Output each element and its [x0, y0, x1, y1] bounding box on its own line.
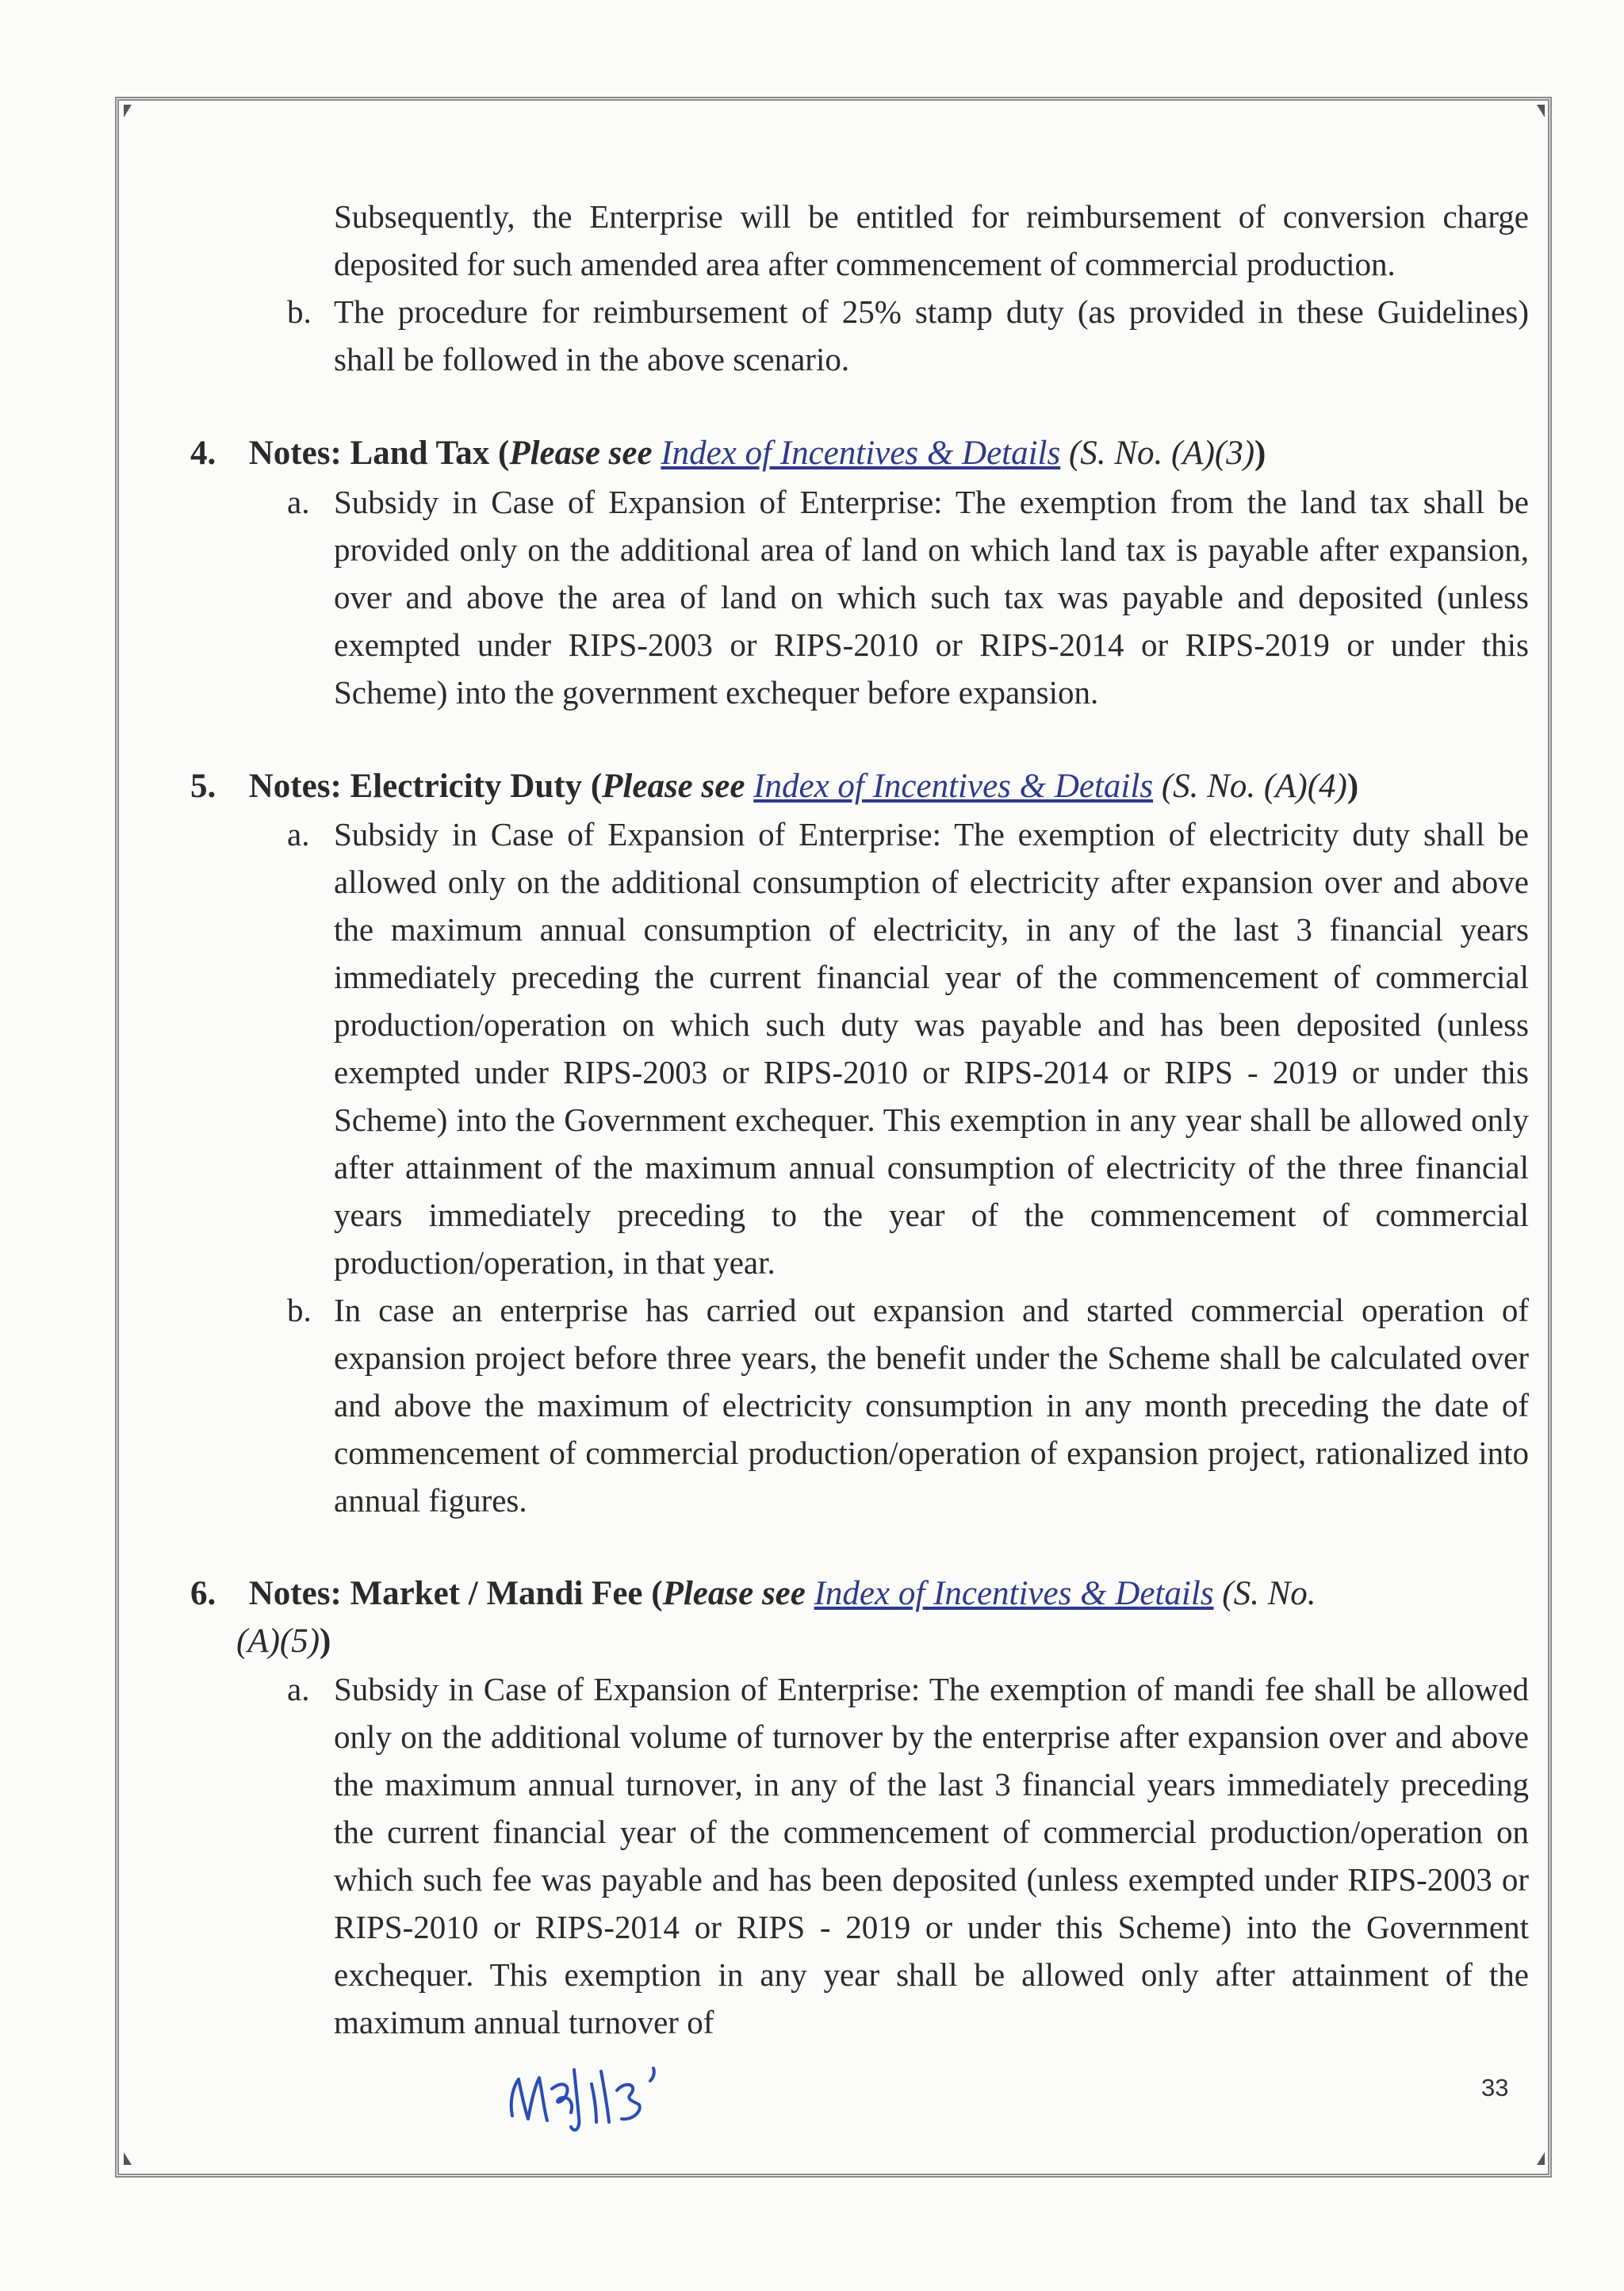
section-number: 4.	[190, 435, 216, 472]
continuation-paragraph: Subsequently, the Enterprise will be entitled for reimbursement of conversion charge deposited for such amended area after commencement of commercial production.	[334, 198, 1529, 282]
paren-open: (	[497, 435, 510, 472]
section-heading-mandi-fee	[190, 1570, 1316, 1618]
please-see-label: Please see	[662, 1575, 806, 1612]
signature-icon	[498, 2054, 736, 2141]
corner-ornament-bottom-left	[124, 2152, 132, 2165]
please-see-label: Please see	[509, 435, 653, 472]
section-title: Notes: Market / Mandi Fee	[248, 1575, 643, 1612]
section-title: Notes: Electricity Duty	[248, 768, 583, 805]
list-marker: b.	[287, 1292, 312, 1328]
section-heading-electricity-duty	[190, 763, 1358, 810]
list-item-text: Subsidy in Case of Expansion of Enterprise: The exemption from the land tax shall be provided only on the additional area of land on which land tax is payable after expansion, over and above the area of land on which such tax was payable and deposited (unless exempted under RIPS-2003 or RIPS-2010 or RIPS-2014 or RIPS-2019 or under this Scheme) into the government exchequer before expansion.	[334, 484, 1529, 711]
list-item-text: The procedure for reimbursement of 25% stamp duty (as provided in these Guidelines) shall be followed in the above scenario.	[334, 293, 1529, 377]
reference-number: (S. No. (A)(4)	[1161, 768, 1347, 805]
corner-ornament-bottom-right	[1537, 2152, 1545, 2165]
list-marker: a.	[287, 816, 310, 852]
list-marker: b.	[287, 293, 312, 330]
page-number: 33	[1481, 2074, 1509, 2101]
section-title: Notes: Land Tax	[248, 435, 490, 472]
paren-open: (	[590, 768, 603, 805]
list-item-text: In case an enterprise has carried out expansion and started commercial operation of expansion project before three years, the benefit under the Scheme shall be calculated over and above the maximum of electricity consumption in any month preceding the date of commencement of commercial production/operation of expansion project, rationalized into annual figures.	[334, 1292, 1529, 1519]
list-item-text: Subsidy in Case of Expansion of Enterprise: The exemption of electricity duty shall be allowed only on the additional consumption of electricity after expansion over and above the maximum annual consumption of electricity, in any of the last 3 financial years immediately preceding the current financial year of the commencement of commercial production/operation on which such duty was payable and has been deposited (unless exempted under RIPS-2003 or RIPS-2010 or RIPS-2014 or RIPS - 2019 or under this Scheme) into the Government exchequer. This exemption in any year shall be allowed only after attainment of the maximum annual consumption of electricity of the three financial years immediately preceding to the year of the commencement of commercial production/operation, in that year.	[334, 816, 1529, 1281]
paren-close: )	[1346, 768, 1359, 805]
paren-open: (	[651, 1575, 663, 1612]
list-item-text: Subsidy in Case of Expansion of Enterprise: The exemption of mandi fee shall be allowed only on the additional volume of turnover by the enterprise after expansion over and above the maximum annual turnover, in any of the last 3 financial years immediately preceding the current financial year of the commencement of commercial production/operation on which such fee was payable and has been deposited (unless exempted under RIPS-2003 or RIPS-2010 or RIPS-2014 or RIPS - 2019 or under this Scheme) into the Government exchequer. This exemption in any year shall be allowed only after attainment of the maximum annual turnover of	[334, 1671, 1529, 2040]
corner-ornament-top-left	[124, 105, 132, 117]
index-of-incentives-link[interactable]: Index of Incentives & Details	[814, 1575, 1214, 1612]
index-of-incentives-link[interactable]: Index of Incentives & Details	[753, 768, 1154, 805]
reference-number: (A)(5)	[236, 1622, 320, 1660]
paren-close: )	[1254, 435, 1266, 472]
index-of-incentives-link[interactable]: Index of Incentives & Details	[661, 435, 1061, 472]
list-marker: a.	[287, 484, 310, 520]
list-marker: a.	[287, 1671, 310, 1707]
reference-number: (S. No.	[1222, 1575, 1316, 1612]
please-see-label: Please see	[602, 768, 745, 805]
section-heading-continuation	[236, 1618, 331, 1665]
section-number: 6.	[190, 1575, 216, 1612]
section-heading-land-tax	[190, 430, 1266, 477]
paren-close: )	[320, 1622, 331, 1660]
corner-ornament-top-right	[1537, 105, 1545, 117]
section-number: 5.	[190, 768, 216, 805]
reference-number: (S. No. (A)(3)	[1068, 435, 1255, 472]
